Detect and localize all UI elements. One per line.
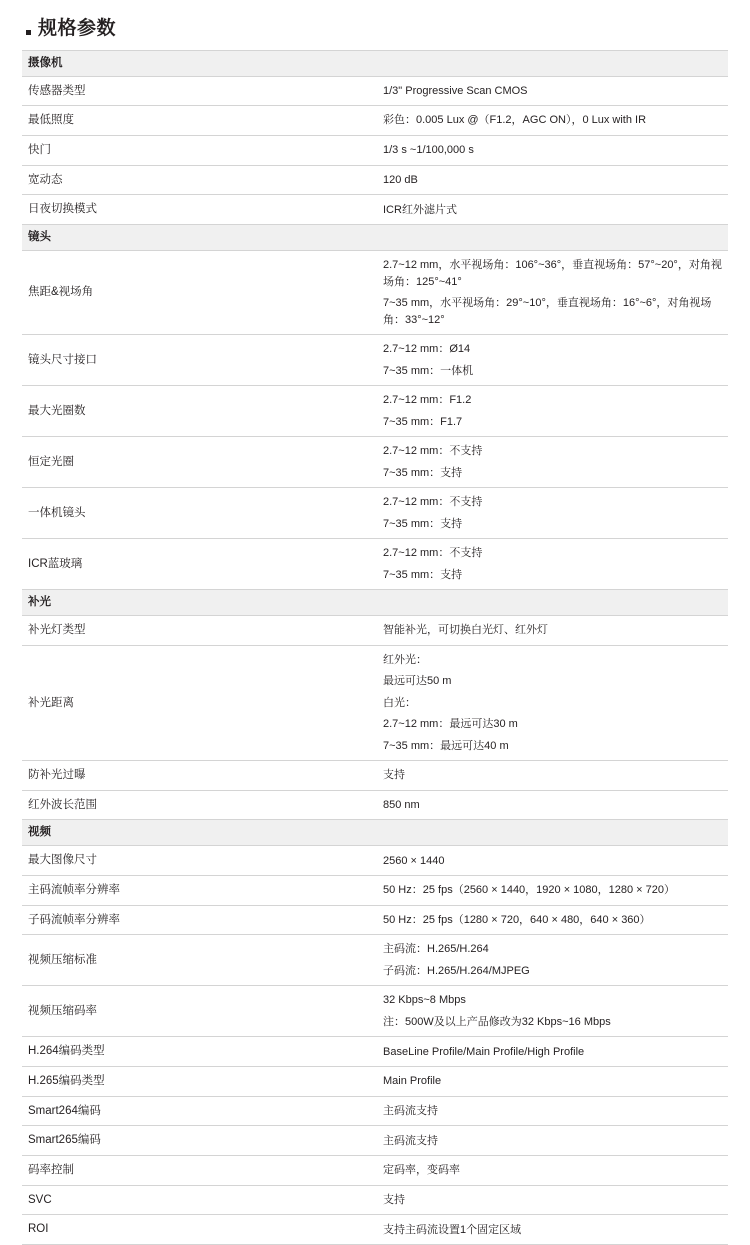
page-title: 规格参数 xyxy=(38,18,117,39)
row-value-line: 2.7~12 mm，水平视场角：106°~36°，垂直视场角：57°~20°，对角视场角：125°~41° xyxy=(383,259,722,288)
row-value xyxy=(375,790,728,820)
table-row xyxy=(22,1126,728,1156)
row-value xyxy=(375,645,728,761)
row-label: Smart264编码 xyxy=(28,1104,101,1117)
table-row xyxy=(22,165,728,195)
row-value-line: 支持 xyxy=(383,769,405,782)
row-value-line: 主码流支持 xyxy=(383,1104,438,1117)
row-value-line: 支持主码流设置1个固定区域 xyxy=(383,1223,522,1236)
row-label: 恒定光圈 xyxy=(28,455,74,468)
table-row xyxy=(22,905,728,935)
row-label: 视频压缩标准 xyxy=(28,954,97,967)
row-value xyxy=(375,76,728,106)
row-value-line: 最远可达50 m xyxy=(383,675,452,688)
row-value xyxy=(375,1037,728,1067)
row-label: 宽动态 xyxy=(28,173,63,186)
row-value-line: 120 dB xyxy=(383,173,418,186)
row-value xyxy=(375,615,728,645)
row-value xyxy=(375,386,728,437)
row-label: 快门 xyxy=(28,144,51,157)
row-value xyxy=(375,437,728,488)
specification-table xyxy=(22,50,728,1245)
row-value-line: 1/3" Progressive Scan CMOS xyxy=(383,84,528,97)
row-value-line: Main Profile xyxy=(383,1075,442,1088)
table-row xyxy=(22,790,728,820)
row-label: 红外波长范围 xyxy=(28,798,97,811)
row-value-line: 32 Kbps~8 Mbps xyxy=(383,994,466,1007)
row-value-line: 7~35 mm：最远可达40 m xyxy=(383,739,509,752)
row-value xyxy=(375,1185,728,1215)
table-row xyxy=(22,1067,728,1097)
table-row xyxy=(22,106,728,136)
table-section-header xyxy=(22,225,728,251)
row-label: 镜头尺寸接口 xyxy=(28,353,97,366)
row-value xyxy=(375,1156,728,1186)
page-title-row xyxy=(22,18,728,41)
row-value-line: 2.7~12 mm：不支持 xyxy=(383,445,483,458)
table-row xyxy=(22,1185,728,1215)
table-row xyxy=(22,1096,728,1126)
table-row xyxy=(22,1215,728,1245)
row-value xyxy=(375,335,728,386)
table-section-header xyxy=(22,50,728,76)
row-label: Smart265编码 xyxy=(28,1134,101,1147)
row-value-line: 7~35 mm：支持 xyxy=(383,466,463,479)
row-label: 传感器类型 xyxy=(28,84,86,97)
row-value-line: 2.7~12 mm：不支持 xyxy=(383,547,483,560)
table-row xyxy=(22,846,728,876)
table-row xyxy=(22,876,728,906)
row-label: 主码流帧率分辨率 xyxy=(28,884,120,897)
row-value-line: 7~35 mm，水平视场角：29°~10°，垂直视场角：16°~6°，对角视场角：33°~12° xyxy=(383,297,712,326)
row-value-line: 主码流：H.265/H.264 xyxy=(383,943,489,956)
table-row xyxy=(22,195,728,225)
row-label: 码率控制 xyxy=(28,1164,74,1177)
row-label: 补光距离 xyxy=(28,696,74,709)
row-label: 焦距&视场角 xyxy=(28,286,94,299)
section-label: 镜头 xyxy=(22,225,728,251)
table-row xyxy=(22,335,728,386)
row-value-line: 7~35 mm：F1.7 xyxy=(383,415,463,428)
row-label: 最大光圈数 xyxy=(28,404,86,417)
row-value xyxy=(375,846,728,876)
row-value-line: 主码流支持 xyxy=(383,1134,438,1147)
row-value xyxy=(375,1215,728,1245)
section-label: 视频 xyxy=(22,820,728,846)
row-value xyxy=(375,1067,728,1097)
row-value xyxy=(375,488,728,539)
row-label: 视频压缩码率 xyxy=(28,1005,97,1018)
row-value xyxy=(375,539,728,590)
table-row xyxy=(22,615,728,645)
row-label: ROI xyxy=(28,1223,49,1236)
row-label: SVC xyxy=(28,1193,52,1206)
table-row xyxy=(22,986,728,1037)
row-value-line: 7~35 mm：支持 xyxy=(383,568,463,581)
row-label: H.264编码类型 xyxy=(28,1045,105,1058)
row-value xyxy=(375,136,728,166)
row-label: 补光灯类型 xyxy=(28,623,86,636)
table-section-header xyxy=(22,820,728,846)
row-value-line: 白光： xyxy=(383,696,416,709)
row-value xyxy=(375,986,728,1037)
row-label: 子码流帧率分辨率 xyxy=(28,913,120,926)
row-label: 最低照度 xyxy=(28,114,74,127)
table-section-header xyxy=(22,590,728,616)
table-row xyxy=(22,645,728,761)
row-value-line: 7~35 mm：一体机 xyxy=(383,364,474,377)
row-value xyxy=(375,761,728,791)
row-value xyxy=(375,106,728,136)
row-value-line: 子码流：H.265/H.264/MJPEG xyxy=(383,964,530,977)
table-row xyxy=(22,488,728,539)
row-value xyxy=(375,195,728,225)
table-row xyxy=(22,1156,728,1186)
table-row xyxy=(22,761,728,791)
section-label: 摄像机 xyxy=(22,50,728,76)
table-row xyxy=(22,386,728,437)
row-value xyxy=(375,1126,728,1156)
table-row xyxy=(22,437,728,488)
row-value-line: 2.7~12 mm：最远可达30 m xyxy=(383,718,518,731)
row-value-line: BaseLine Profile/Main Profile/High Profile xyxy=(383,1045,585,1058)
table-row xyxy=(22,136,728,166)
row-value-line: 支持 xyxy=(383,1193,405,1206)
table-row xyxy=(22,76,728,106)
table-row xyxy=(22,251,728,335)
row-value-line: 50 Hz：25 fps（1280 × 720，640 × 480，640 × 360） xyxy=(383,913,651,926)
row-value xyxy=(375,876,728,906)
row-value-line: 2.7~12 mm：Ø14 xyxy=(383,343,471,356)
row-label: 防补光过曝 xyxy=(28,769,86,782)
row-value-line: 1/3 s ~1/100,000 s xyxy=(383,144,474,157)
row-value-line: 定码率，变码率 xyxy=(383,1164,460,1177)
row-value-line: 智能补光，可切换白光灯、红外灯 xyxy=(383,624,548,637)
row-value-line: 2.7~12 mm：F1.2 xyxy=(383,394,472,407)
row-label: 日夜切换模式 xyxy=(28,203,97,216)
row-value xyxy=(375,251,728,335)
section-label: 补光 xyxy=(22,590,728,616)
row-value-line: 注：500W及以上产品修改为32 Kbps~16 Mbps xyxy=(383,1015,611,1028)
row-label: 最大图像尺寸 xyxy=(28,854,97,867)
row-value-line: 850 nm xyxy=(383,798,420,811)
row-value-line: 2560 × 1440 xyxy=(383,854,445,867)
row-value-line: ICR红外滤片式 xyxy=(383,203,457,216)
table-row xyxy=(22,539,728,590)
row-value-line: 红外光： xyxy=(383,653,427,666)
row-label: H.265编码类型 xyxy=(28,1075,105,1088)
row-value xyxy=(375,165,728,195)
table-row xyxy=(22,1037,728,1067)
square-bullet-icon xyxy=(26,30,31,35)
row-value xyxy=(375,905,728,935)
row-value-line: 彩色：0.005 Lux @（F1.2，AGC ON），0 Lux with IR xyxy=(383,114,647,127)
row-label: 一体机镜头 xyxy=(28,506,86,519)
row-value-line: 50 Hz：25 fps（2560 × 1440，1920 × 1080，1280 × 720） xyxy=(383,884,676,897)
row-value-line: 2.7~12 mm：不支持 xyxy=(383,496,483,509)
row-value xyxy=(375,935,728,986)
row-value-line: 7~35 mm：支持 xyxy=(383,517,463,530)
table-row xyxy=(22,935,728,986)
row-label: ICR蓝玻璃 xyxy=(28,557,83,570)
row-value xyxy=(375,1096,728,1126)
